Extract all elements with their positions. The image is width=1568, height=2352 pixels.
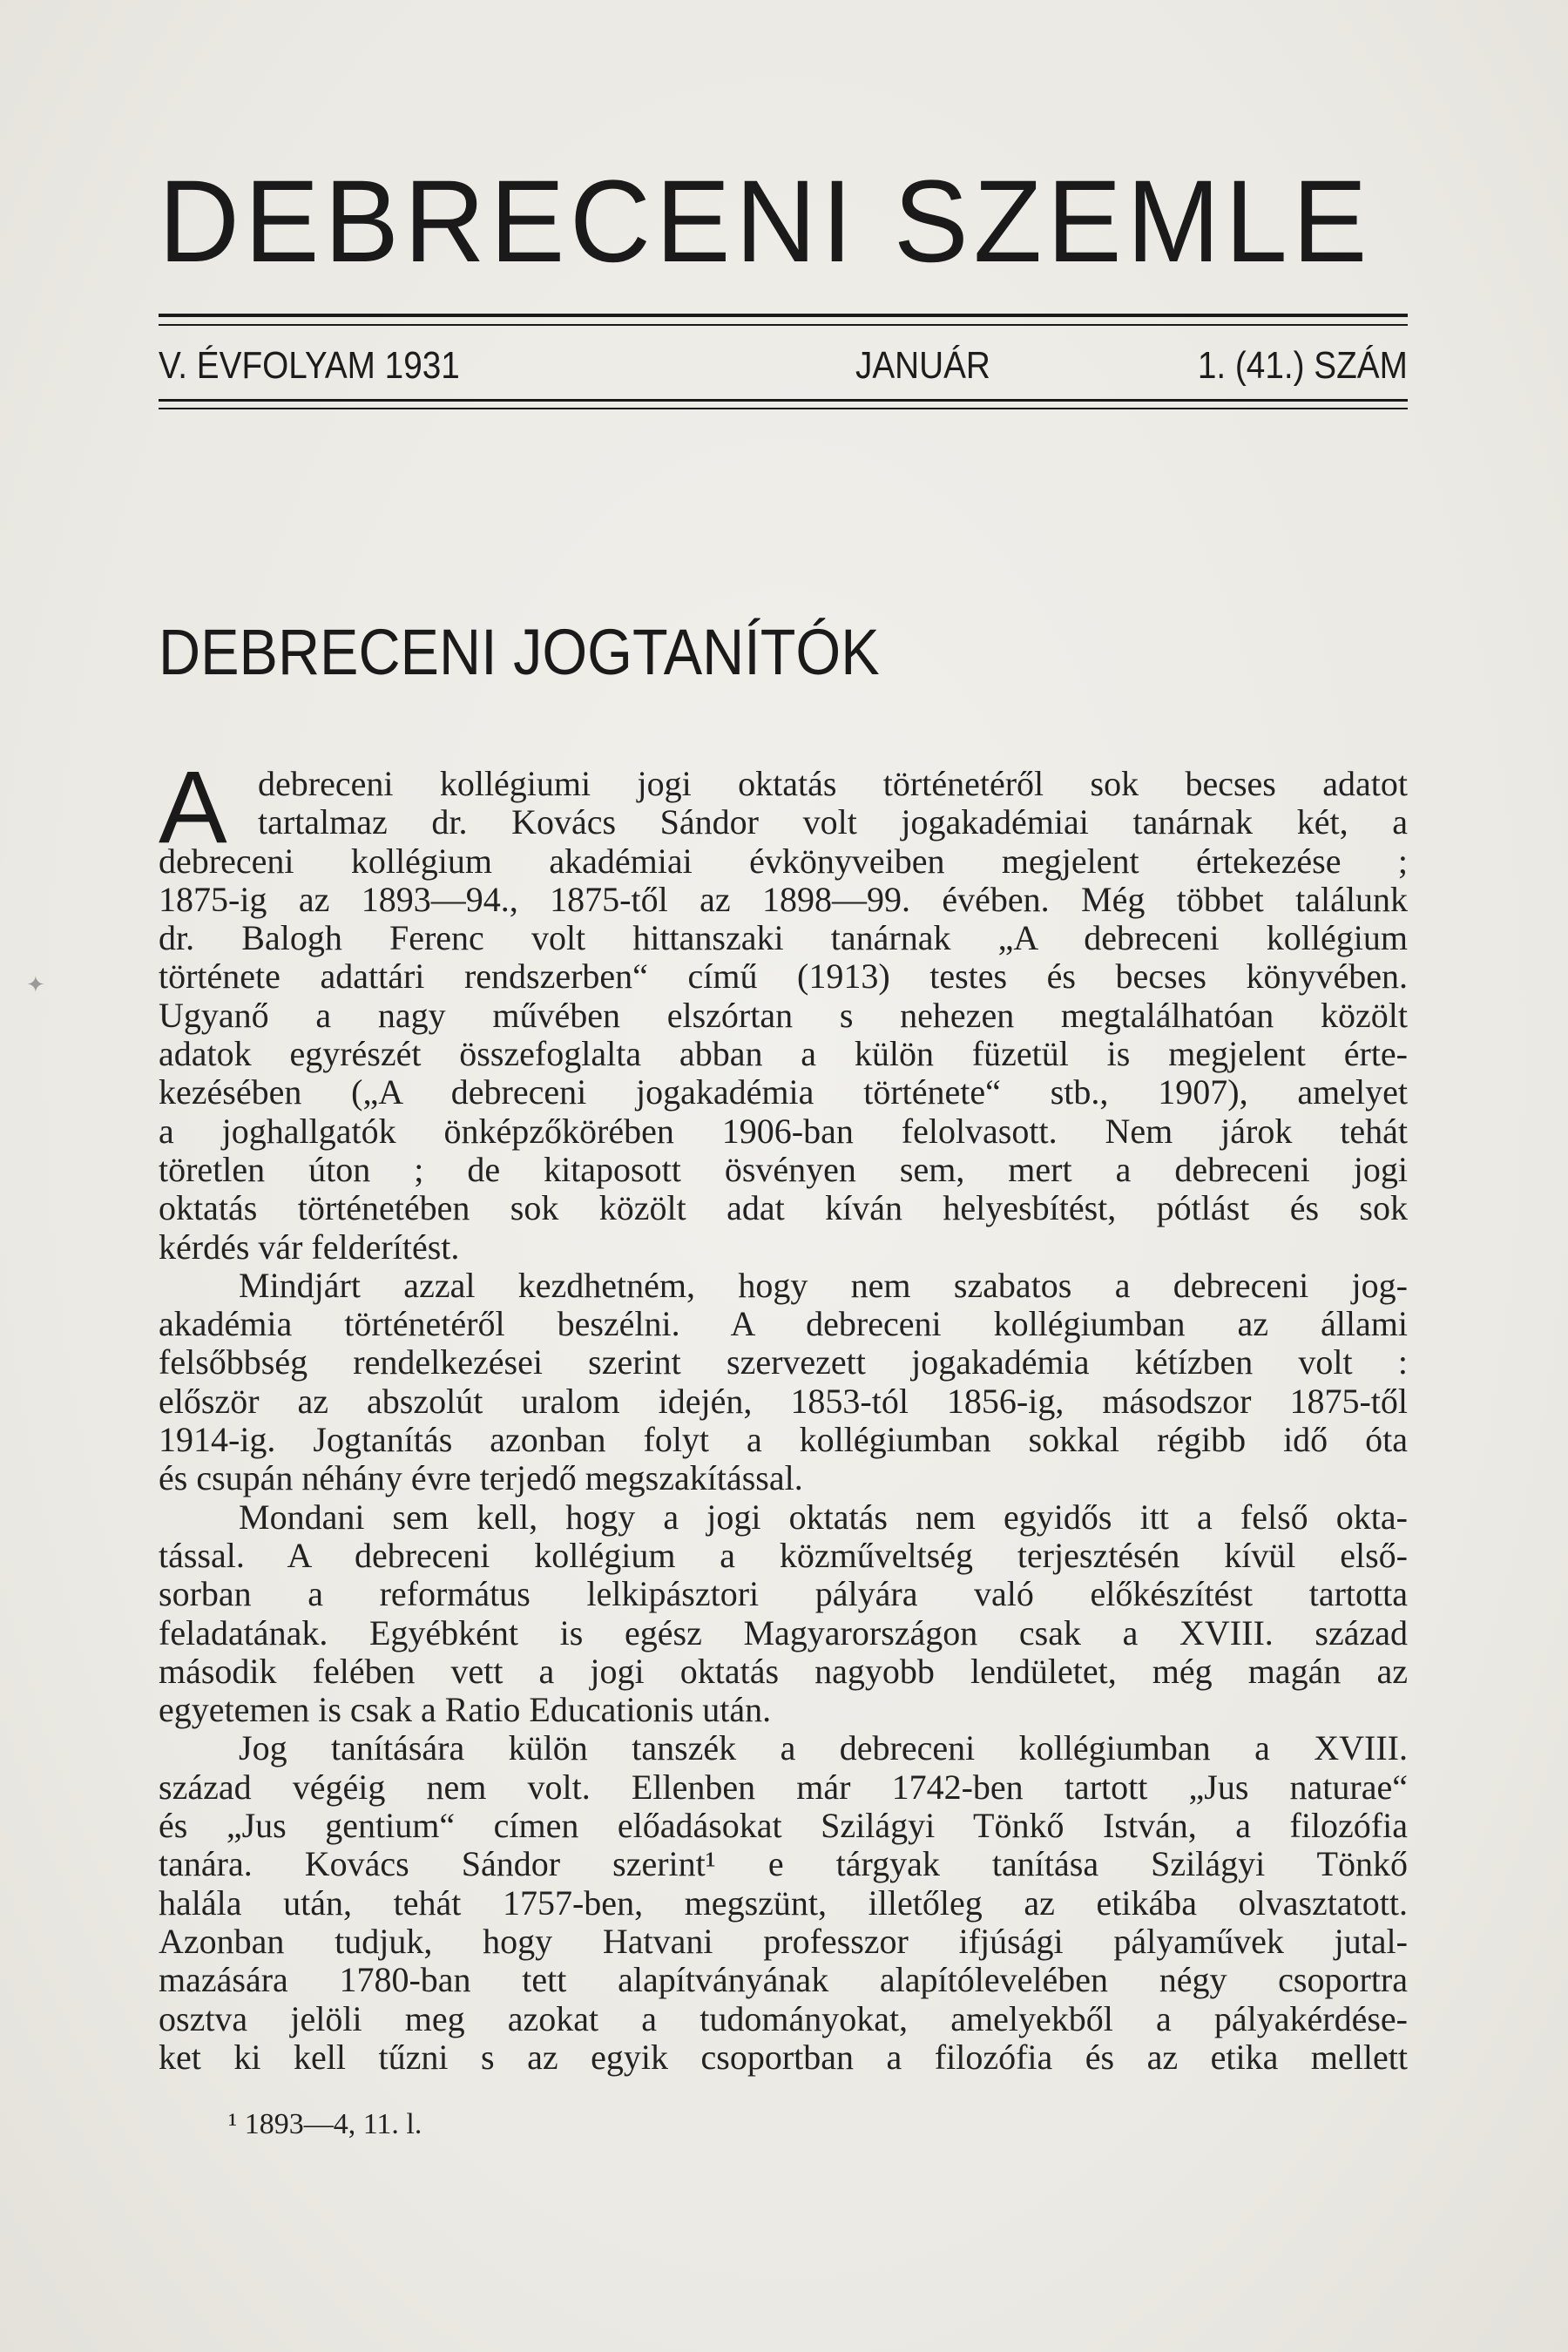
body-line: második felében vett a jogi oktatás nagyobb lendületet, még magán az [159, 1652, 1408, 1691]
body-line: 1875-ig az 1893—94., 1875-től az 1898—99. évében. Még többet találunk [159, 880, 1408, 919]
body-line: Mindjárt azzal kezdhetném, hogy nem szabatos a debreceni jog- [239, 1266, 1408, 1305]
body-line: Jog tanítására külön tanszék a debreceni kollégiumban a XVIII. [239, 1729, 1408, 1768]
volume-label: V. ÉVFOLYAM 1931 [159, 344, 460, 387]
body-line: egyetemen is csak a Ratio Educationis után. [159, 1691, 772, 1730]
body-line: először az abszolút uralom idején, 1853-tól 1856-ig, másodszor 1875-től [159, 1382, 1408, 1421]
body-line: Mondani sem kell, hogy a jogi oktatás nem egyidős itt a felső okta- [239, 1497, 1408, 1537]
body-line: sorban a református lelkipásztori pályára való előkészítést tartotta [159, 1575, 1408, 1614]
body-line: kérdés vár felderítést. [159, 1227, 460, 1267]
header-rule-bottom [159, 399, 1408, 402]
body-line: dr. Balogh Ferenc volt hittanszaki tanárnak „A debreceni kollégium [159, 919, 1408, 958]
body-line: felsőbbség rendelkezései szerint szervezett jogakadémia kétízben volt : [159, 1343, 1408, 1382]
body-line: 1914-ig. Jogtanítás azonban folyt a kollégiumban sokkal régibb idő óta [159, 1421, 1408, 1460]
body-line: tással. A debreceni kollégium a közműveltség terjesztésén kívül első- [159, 1536, 1408, 1575]
footnote: ¹ 1893—4, 11. l. [228, 2108, 422, 2140]
header-rule-bottom-thin [159, 408, 1408, 409]
header-rule-top [159, 314, 1408, 317]
article-title: DEBRECENI JOGTANÍTÓK [159, 616, 880, 688]
body-line: ket ki kell tűzni s az egyik csoportban a filozófia és az etika mellett [159, 2038, 1408, 2077]
drop-cap: A [159, 750, 227, 865]
ink-smudge-icon: ✦ [26, 972, 45, 997]
body-line: halála után, tehát 1757-ben, megszünt, illetőleg az etikába olvasztatott. [159, 1883, 1408, 1923]
body-line: század végéig nem volt. Ellenben már 1742-ben tartott „Jus naturae“ [159, 1767, 1408, 1807]
body-line: feladatának. Egyébként is egész Magyarországon csak a XVIII. század [159, 1613, 1408, 1652]
month-label: JANUÁR [855, 344, 990, 387]
body-line: és „Jus gentium“ címen előadásokat Szilágyi Tönkő István, a filozófia [159, 1807, 1408, 1846]
body-line: debreceni kollégiumi jogi oktatás történetéről sok becses adatot [258, 765, 1408, 803]
body-line: Ugyanő a nagy művében elszórtan s nehezen megtalálhatóan közölt [159, 996, 1408, 1035]
body-line: Azonban tudjuk, hogy Hatvani professzor ifjúsági pályaművek jutal- [159, 1922, 1408, 1961]
article-body [159, 765, 1408, 2077]
issue-line [159, 341, 1408, 390]
header-rule-top-thin [159, 324, 1408, 326]
body-line: adatok egyrészét összefoglalta abban a külön füzetül is megjelent érte- [159, 1035, 1408, 1074]
body-line: a joghallgatók önképzőkörében 1906-ban felolvasott. Nem járok tehát [159, 1112, 1408, 1151]
body-line: története adattári rendszerben“ című (1913) testes és becses könyvében. [159, 957, 1408, 997]
body-line: töretlen úton ; de kitaposott ösvényen sem, mert a debreceni jogi [159, 1150, 1408, 1189]
journal-title: DEBRECENI SZEMLE [159, 157, 1373, 287]
issue-number: 1. (41.) SZÁM [1198, 344, 1408, 387]
body-line: mazására 1780-ban tett alapítványának alapítólevelében négy csoportra [159, 1961, 1408, 2000]
body-line: osztva jelöli meg azokat a tudományokat, amelyekből a pályakérdése- [159, 1999, 1408, 2038]
body-line: tartalmaz dr. Kovács Sándor volt jogakadémiai tanárnak két, a [258, 803, 1408, 842]
body-line: akadémia történetéről beszélni. A debreceni kollégiumban az állami [159, 1305, 1408, 1344]
body-line: és csupán néhány évre terjedő megszakítással. [159, 1459, 803, 1498]
body-line: tanára. Kovács Sándor szerint¹ e tárgyak tanítása Szilágyi Tönkő [159, 1845, 1408, 1884]
body-line: oktatás történetében sok közölt adat kíván helyesbítést, pótlást és sok [159, 1189, 1408, 1228]
body-line: kezésében („A debreceni jogakadémia története“ stb., 1907), amelyet [159, 1073, 1408, 1112]
body-line: debreceni kollégium akadémiai évkönyveiben megjelent értekezése ; [159, 841, 1408, 881]
